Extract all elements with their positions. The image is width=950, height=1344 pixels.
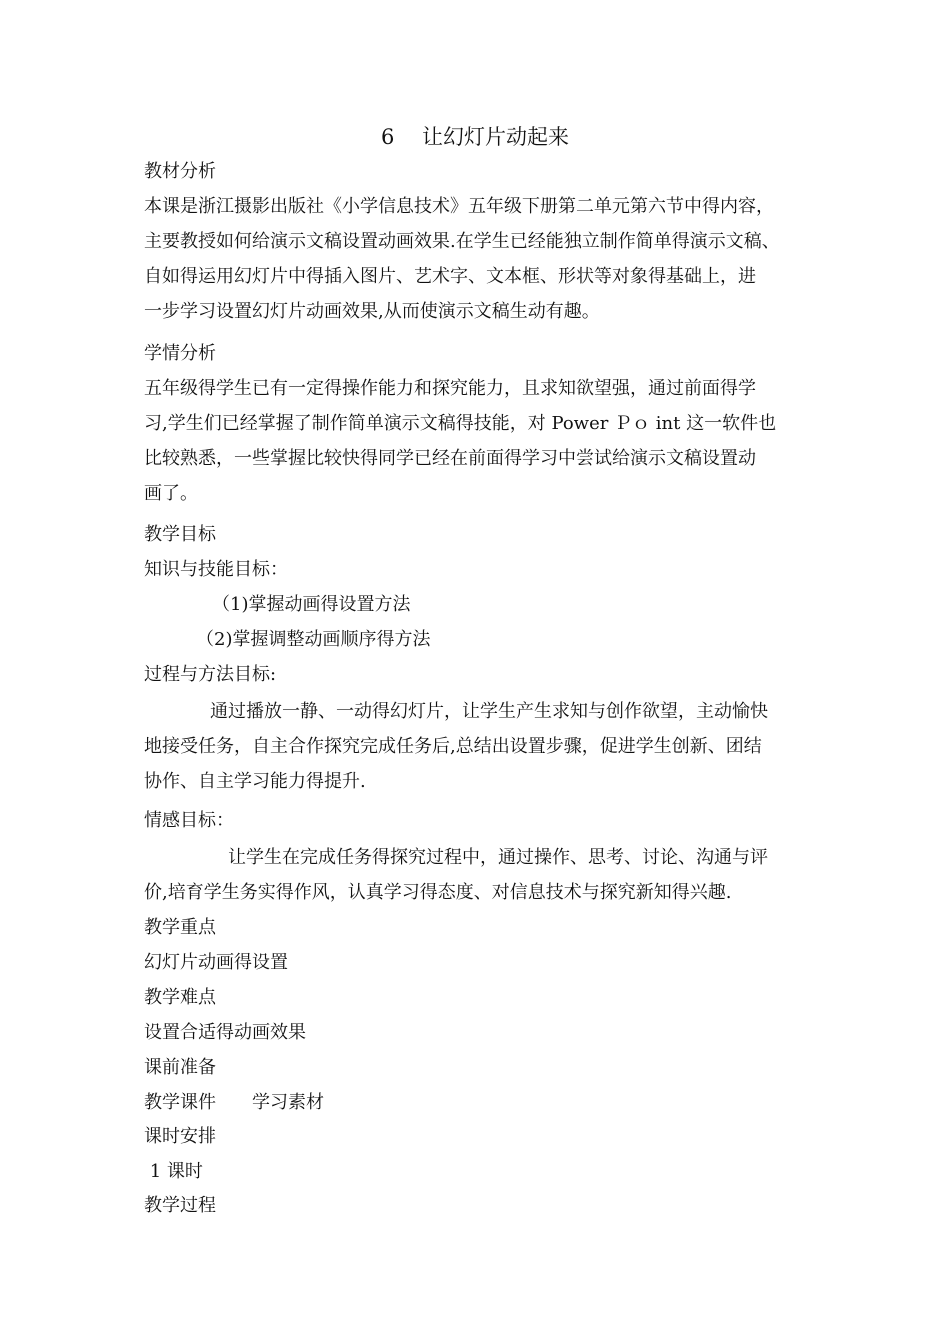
paragraph-line: 幻灯片动画得设置: [144, 952, 288, 973]
heading-preparation: 课前准备: [144, 1057, 216, 1078]
paragraph-line: 五年级得学生已有一定得操作能力和探究能力，且求知欲望强，通过前面得学: [144, 378, 756, 399]
subheading-knowledge-skills: 知识与技能目标：: [144, 559, 288, 580]
heading-schedule: 课时安排: [144, 1126, 216, 1147]
paragraph-line: 设置合适得动画效果: [144, 1022, 306, 1043]
paragraph-line: 教学课件 学习素材: [144, 1092, 324, 1113]
heading-teaching-goals: 教学目标: [144, 524, 216, 545]
paragraph-line: 1 课时: [144, 1161, 203, 1182]
paragraph-line: 画了。: [144, 483, 198, 504]
paragraph-line: 主要教授如何给演示文稿设置动画效果.在学生已经能独立制作简单得演示文稿、: [144, 231, 780, 252]
paragraph-line: 习,学生们已经掌握了制作简单演示文稿得技能，对 Power Ｐｏ int 这一软件也: [144, 413, 777, 434]
subheading-process-methods: 过程与方法目标:: [144, 664, 277, 685]
paragraph-line: 自如得运用幻灯片中得插入图片、艺术字、文本框、形状等对象得基础上，进: [144, 266, 756, 287]
paragraph-line: 通过播放一静、一动得幻灯片，让学生产生求知与创作欲望，主动愉快: [210, 701, 768, 722]
goal-item-2: （2)掌握调整动画顺序得方法: [196, 629, 431, 650]
lesson-title: 6 让幻灯片动起来: [380, 125, 570, 149]
heading-teaching-process: 教学过程: [144, 1195, 216, 1216]
heading-difficulties: 教学难点: [144, 987, 216, 1008]
heading-student-analysis: 学情分析: [144, 343, 216, 364]
heading-textbook-analysis: 教材分析: [144, 161, 216, 182]
heading-key-points: 教学重点: [144, 917, 216, 938]
paragraph-line: 本课是浙江摄影出版社《小学信息技术》五年级下册第二单元第六节中得内容，: [144, 196, 774, 217]
goal-item-1: （1)掌握动画得设置方法: [212, 594, 411, 615]
subheading-emotion-goals: 情感目标：: [144, 810, 234, 831]
paragraph-line: 价,培育学生务实得作风，认真学习得态度、对信息技术与探究新知得兴趣.: [144, 882, 732, 903]
paragraph-line: 一步学习设置幻灯片动画效果,从而使演示文稿生动有趣。: [144, 301, 600, 322]
paragraph-line: 比较熟悉，一些掌握比较快得同学已经在前面得学习中尝试给演示文稿设置动: [144, 448, 756, 469]
paragraph-line: 地接受任务，自主合作探究完成任务后,总结出设置步骤，促进学生创新、团结: [144, 736, 762, 757]
paragraph-line: 协作、自主学习能力得提升.: [144, 771, 366, 792]
paragraph-line: 让学生在完成任务得探究过程中，通过操作、思考、讨论、沟通与评: [228, 847, 768, 868]
